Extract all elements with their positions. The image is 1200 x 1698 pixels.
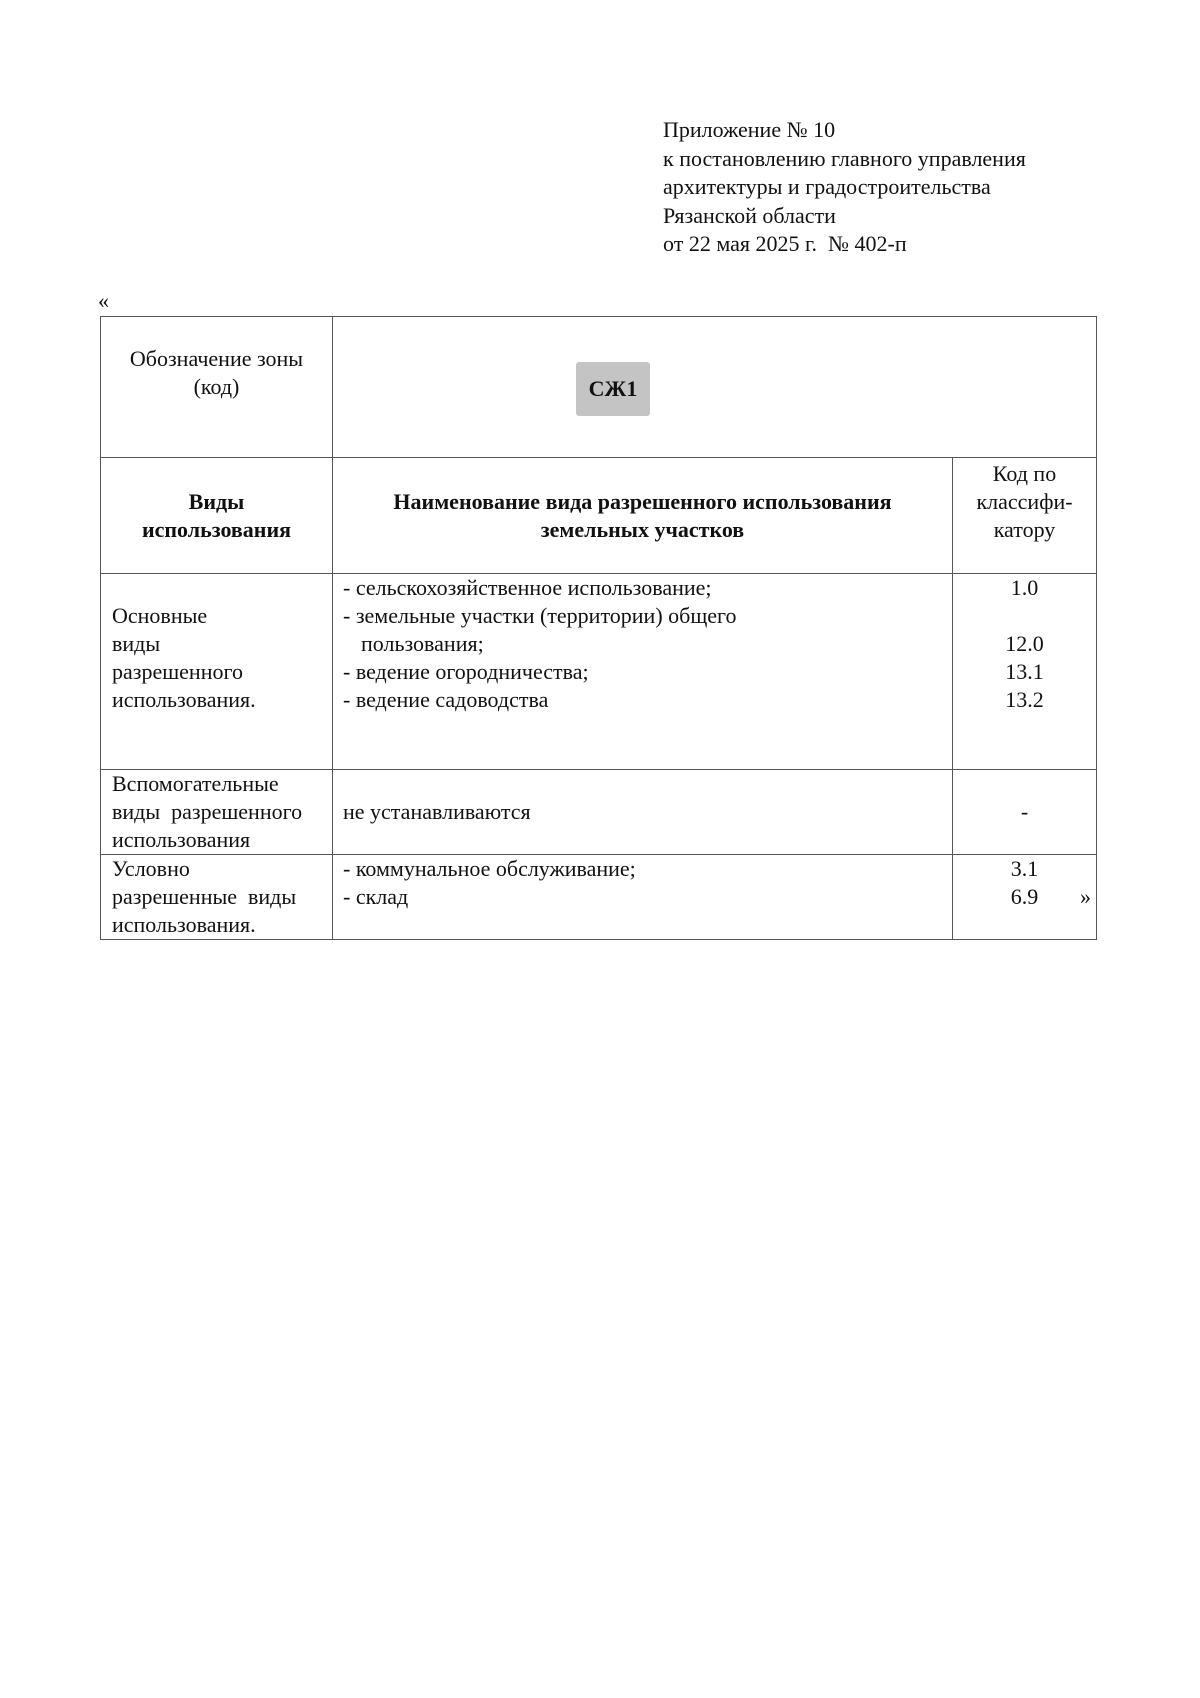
appendix-title: Приложение № 10 [663,117,836,142]
classifier-code: 6.9 [1010,884,1039,909]
cond-uses-label: Условно разрешенные виды использования. [101,855,333,940]
zone-table [100,316,1097,940]
list-item: - ведение садоводства [343,687,549,712]
appendix-line: Рязанской области [663,202,836,228]
list-item: - склад [343,884,409,909]
classifier-code: 13.1 [1005,659,1044,684]
table-header-row [101,458,1097,574]
opening-quote: « [98,288,109,313]
appendix-header [663,116,1026,259]
header-classifier-code: Код по классифи- катору [953,458,1097,574]
classifier-code: 3.1 [1010,856,1039,881]
table-row-conditional-uses [101,855,1097,940]
cond-uses-codes [953,855,1097,940]
classifier-code: 1.0 [1010,575,1039,600]
closing-quote: » [1080,884,1091,909]
cond-uses-list [333,855,953,940]
aux-uses-label: Вспомогательные виды разрешенного использования [101,770,333,855]
appendix-line: архитектуры и градостроительства [663,174,991,199]
main-uses-label: Основные виды разрешенного использования. [101,574,333,770]
header-usage-name: Наименование вида разрешенного использования земельных участков [333,458,953,574]
appendix-date: от 22 мая 2025 г. № 402-п [663,231,907,256]
header-usage-types: Виды использования [101,458,333,574]
list-item: - коммунальное обслуживание; [343,856,636,881]
list-item: - земельные участки (территории) общего [343,603,737,628]
list-item-continuation: пользования; [361,631,484,656]
aux-uses-text: не устанавливаются [333,770,953,855]
aux-uses-code: - [953,770,1097,855]
main-uses-list [333,574,953,770]
table-row-auxiliary-uses [101,770,1097,855]
main-uses-codes [953,574,1097,770]
zone-code-badge: СЖ1 [576,362,650,416]
table-row-main-uses [101,574,1097,770]
classifier-code [953,602,1096,630]
zone-label-code: (код) [193,374,240,399]
zone-code-cell [333,317,1097,458]
list-item: - ведение огородничества; [343,659,589,684]
zone-label-cell [101,317,333,458]
classifier-code: 12.0 [1005,631,1044,656]
zone-label: Обозначение зоны [129,346,304,371]
list-item: - сельскохозяйственное использование; [343,575,712,600]
appendix-line: к постановлению главного управления [663,145,1026,171]
zone-code-row [101,317,1097,458]
classifier-code: 13.2 [1005,687,1044,712]
